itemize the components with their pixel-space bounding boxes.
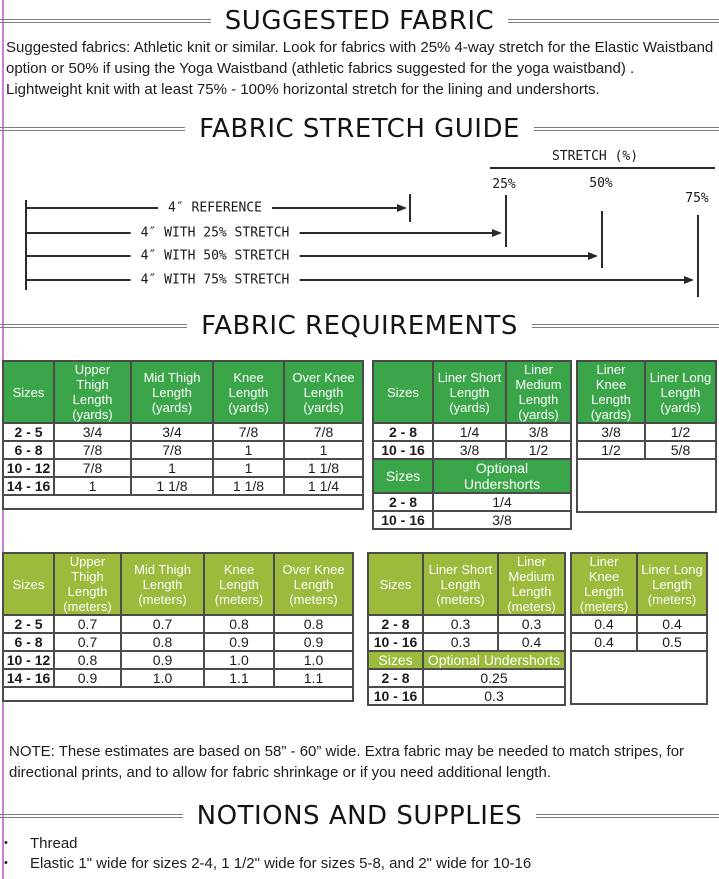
tick-line-25 [505,195,507,247]
size-cell: 10 - 16 [368,687,423,705]
data-cell: 5/8 [645,441,716,459]
header-cell: Sizes [373,361,433,423]
size-cell: 14 - 16 [3,669,54,687]
data-cell: 3/8 [433,441,506,459]
liner-main-table [367,552,566,706]
data-cell: 1 [54,477,131,495]
data-cell: 1.0 [121,669,204,687]
section-heading-suggested-fabric [0,5,719,37]
data-cell: 0.3 [498,615,565,633]
stretch75-arrow-label: 4″ WITH 75% STRETCH [131,273,300,288]
data-cell: 7/8 [131,441,213,459]
header-cell: Sizes [3,361,54,423]
empty-cell [577,459,716,512]
bullet-icon [4,854,8,874]
double-rule [0,19,211,23]
table-row [373,493,571,511]
header-cell: Optional Undershorts [433,459,571,493]
double-rule [532,324,719,328]
data-cell: 7/8 [54,459,131,477]
tick-line-75 [697,215,699,297]
header-cell: Liner Medium Length (yards) [506,361,571,423]
data-cell: 0.9 [121,651,204,669]
heading-title: FABRIC STRETCH GUIDE [199,114,520,144]
size-cell: 10 - 16 [373,511,433,529]
stretch-axis-underline [490,167,715,169]
table-row [3,633,353,651]
table-row [571,651,707,704]
data-cell: 0.3 [423,615,498,633]
header-cell: Upper Thigh Length (meters) [54,553,121,615]
header-cell: Liner Short Length (yards) [433,361,506,423]
stretch50-arrow-line [25,255,588,257]
section-heading-stretch-guide [0,113,719,145]
header-cell: Optional Undershorts [423,651,565,669]
size-cell: 10 - 16 [368,633,423,651]
size-cell: 2 - 8 [368,669,423,687]
empty-cell [3,687,353,701]
double-rule [508,19,719,23]
table-row [3,477,363,495]
table-row [368,633,565,651]
size-cell: 10 - 12 [3,459,54,477]
tick-line-50 [601,211,603,268]
table-row [571,633,707,651]
stretch50-arrow-label: 4″ WITH 50% STRETCH [131,249,300,264]
table-row [577,459,716,512]
liner-knee-long-table [576,360,717,513]
yards-main-table [2,360,364,510]
reference-end-bar [409,194,411,222]
header-cell: Liner Short Length (meters) [423,553,498,615]
table-row [577,423,716,441]
heading-title: NOTIONS AND SUPPLIES [196,801,523,831]
tick-label-25: 25% [492,177,516,192]
data-cell: 0.4 [571,615,637,633]
empty-cell [571,651,707,704]
undershorts-header-row [368,651,565,669]
table-header-row [3,361,363,423]
heading-title: FABRIC REQUIREMENTS [201,311,518,341]
tick-label-75: 75% [685,191,709,206]
table-row [373,511,571,529]
tick-label-50: 50% [589,176,613,191]
note-paragraph: NOTE: These estimates are based on 58” - 60” wide. Extra fabric may be needed to match stripes, for directional prints, and to allow for fabric shrinkage or if you need additional length. [9,743,685,781]
header-cell: Over Knee Length (meters) [274,553,353,615]
size-cell: 6 - 8 [3,441,54,459]
table-header-row [368,553,565,615]
double-rule [536,814,719,818]
header-cell: Knee Length (yards) [213,361,284,423]
stretch-axis-title: STRETCH (%) [551,149,639,164]
data-cell: 0.9 [274,633,353,651]
table-row [3,651,353,669]
baseline-bar [25,200,27,290]
data-cell: 1.1 [274,669,353,687]
data-cell: 1.0 [274,651,353,669]
table-row [3,615,353,633]
data-cell: 1/2 [577,441,645,459]
data-cell: 0.9 [204,633,274,651]
data-cell: 0.25 [423,669,565,687]
data-cell: 1 [213,441,284,459]
stretch-guide-diagram [0,145,719,305]
table-row [373,423,571,441]
header-cell: Mid Thigh Length (yards) [131,361,213,423]
list-item [0,834,712,854]
data-cell: 1 [284,441,363,459]
data-cell: 1 1/8 [131,477,213,495]
table-row [3,441,363,459]
undershorts-header-row [373,459,571,493]
data-cell: 0.4 [637,615,707,633]
liner-tables-group [372,360,717,530]
data-cell: 7/8 [213,423,284,441]
data-cell: 0.3 [423,687,565,705]
data-cell: 3/4 [131,423,213,441]
size-cell: 10 - 12 [3,651,54,669]
size-cell: 14 - 16 [3,477,54,495]
notions-list [0,834,712,873]
data-cell: 1 1/8 [284,459,363,477]
header-cell: Sizes [3,553,54,615]
table-row [3,495,363,509]
data-cell: 0.8 [54,651,121,669]
arrow-head-icon [492,229,502,237]
data-cell: 0.3 [423,633,498,651]
header-cell: Liner Knee Length (yards) [577,361,645,423]
empty-cell [3,495,363,509]
header-cell: Mid Thigh Length (meters) [121,553,204,615]
heading-title: SUGGESTED FABRIC [224,6,495,36]
arrow-head-icon [684,276,694,284]
size-cell: 2 - 8 [368,615,423,633]
data-cell: 1/2 [506,441,571,459]
table-row [373,441,571,459]
data-cell: 3/4 [54,423,131,441]
header-cell: Sizes [373,459,433,493]
double-rule [0,324,187,328]
data-cell: 7/8 [54,441,131,459]
stretch75-arrow-line [25,279,684,281]
table-row [368,669,565,687]
header-cell: Over Knee Length (yards) [284,361,363,423]
meters-main-table [2,552,354,702]
data-cell: 3/8 [577,423,645,441]
size-cell: 2 - 8 [373,423,433,441]
data-cell: 3/8 [506,423,571,441]
double-rule [0,127,185,131]
list-item-text: Thread [30,835,78,852]
data-cell: 0.9 [54,669,121,687]
size-cell: 10 - 16 [373,441,433,459]
table-row [577,441,716,459]
size-cell: 6 - 8 [3,633,54,651]
list-item-text: Elastic 1" wide for sizes 2-4, 1 1/2" wide for sizes 5-8, and 2" wide for 10-16 [30,854,532,872]
size-cell: 2 - 5 [3,423,54,441]
header-cell: Knee Length (meters) [204,553,274,615]
data-cell: 1.0 [204,651,274,669]
header-cell: Liner Long Length (meters) [637,553,707,615]
data-cell: 0.7 [121,615,204,633]
data-cell: 1/2 [645,423,716,441]
data-cell: 0.7 [54,615,121,633]
data-cell: 0.7 [54,633,121,651]
suggested-fabric-paragraph: Suggested fabrics: Athletic knit or similar. Look for fabrics with 25% 4-way stretch for the Elastic Waistband option or 50% if using the Yoga Waistband (athletic fabrics suggested for the yoga waistband) . Lightweight knit with at least 75% - 100% horizontal stretch for the lining and undershorts. [6,39,714,98]
table-header-row [577,361,716,423]
data-cell: 1 [213,459,284,477]
header-cell: Sizes [368,651,423,669]
data-cell: 1 [131,459,213,477]
header-cell: Sizes [368,553,423,615]
data-cell: 0.4 [571,633,637,651]
data-cell: 1.1 [204,669,274,687]
double-rule [0,814,183,818]
size-cell: 2 - 5 [3,615,54,633]
data-cell: 0.4 [498,633,565,651]
table-row [571,615,707,633]
table-header-row [571,553,707,615]
bullet-icon [4,834,8,854]
arrow-head-icon [397,204,407,212]
table-row [3,669,353,687]
liner-tables-group [367,552,708,706]
data-cell: 7/8 [284,423,363,441]
data-cell: 0.8 [121,633,204,651]
data-cell: 0.8 [274,615,353,633]
data-cell: 3/8 [433,511,571,529]
liner-main-table [372,360,572,530]
data-cell: 1/4 [433,423,506,441]
table-row [3,459,363,477]
header-cell: Liner Long Length (yards) [645,361,716,423]
table-header-row [373,361,571,423]
data-cell: 0.5 [637,633,707,651]
size-cell: 2 - 8 [373,493,433,511]
stretch25-arrow-label: 4″ WITH 25% STRETCH [131,226,300,241]
header-cell: Liner Medium Length (meters) [498,553,565,615]
data-cell: 0.8 [204,615,274,633]
header-cell: Liner Knee Length (meters) [571,553,637,615]
data-cell: 1 1/8 [213,477,284,495]
table-row [368,687,565,705]
section-heading-fabric-requirements [0,310,719,342]
double-rule [534,127,719,131]
liner-knee-long-table [570,552,708,705]
table-row [3,423,363,441]
section-heading-notions [0,800,719,832]
table-row [368,615,565,633]
arrow-head-icon [588,252,598,260]
data-cell: 1 1/4 [284,477,363,495]
header-cell: Upper Thigh Length (yards) [54,361,131,423]
data-cell: 1/4 [433,493,571,511]
reference-arrow-label: 4″ REFERENCE [158,201,272,216]
table-header-row [3,553,353,615]
list-item [0,854,712,874]
table-row [3,687,353,701]
